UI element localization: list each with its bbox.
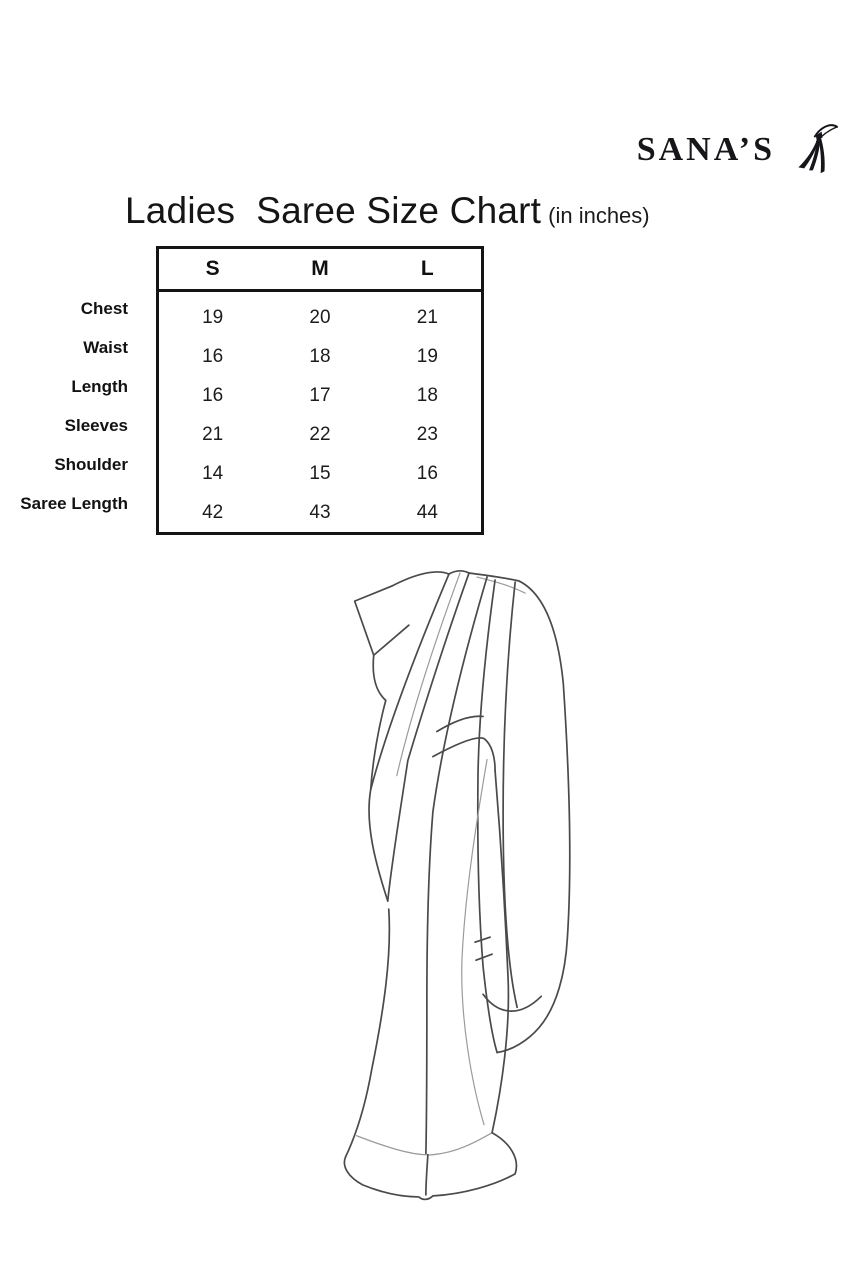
- size-chart-table: [156, 246, 484, 535]
- size-table-header: [159, 249, 481, 292]
- size-value: 18: [309, 346, 331, 367]
- measurement-labels-column: [18, 294, 128, 528]
- measurement-label-waist: Waist: [83, 337, 128, 357]
- size-value: 16: [202, 346, 224, 367]
- size-value: 19: [416, 346, 438, 367]
- brand-logo: [637, 122, 839, 178]
- size-value: 17: [309, 385, 331, 406]
- page-title: [125, 190, 650, 232]
- size-value: 16: [416, 463, 438, 484]
- size-column-header-m: M: [311, 257, 329, 280]
- size-value: 23: [416, 424, 438, 445]
- size-value: 15: [309, 463, 331, 484]
- size-value: 18: [416, 385, 438, 406]
- dancing-woman-icon: [781, 122, 839, 178]
- size-value: 21: [202, 424, 224, 445]
- measurement-label-saree-length: Saree Length: [20, 493, 128, 513]
- measurement-label-sleeves: Sleeves: [64, 415, 128, 435]
- measurement-label-shoulder: Shoulder: [54, 454, 128, 474]
- size-value: 16: [202, 385, 224, 406]
- size-value: 42: [202, 502, 224, 523]
- size-value: 21: [416, 307, 438, 328]
- size-value: 43: [309, 502, 331, 523]
- size-value: 22: [309, 424, 331, 445]
- table-row-length: [159, 372, 481, 411]
- table-row-chest: [159, 294, 481, 333]
- brand-name: SANA’S: [636, 131, 775, 168]
- size-column-header-s: S: [205, 257, 220, 280]
- saree-line-drawing: [328, 563, 610, 1225]
- page-title-text: Ladies Saree Size Chart: [125, 190, 542, 231]
- measurement-label-chest: Chest: [80, 298, 128, 318]
- table-row-saree-length: [159, 489, 481, 528]
- table-row-sleeves: [159, 411, 481, 450]
- size-value: 20: [309, 307, 331, 328]
- table-row-waist: [159, 333, 481, 372]
- measurement-label-length: Length: [71, 376, 128, 396]
- page-title-unit-note: (in inches): [548, 203, 650, 228]
- size-column-header-l: L: [420, 257, 434, 280]
- size-value: 44: [416, 502, 438, 523]
- size-value: 14: [202, 463, 224, 484]
- size-value: 19: [202, 307, 224, 328]
- size-table-body: [159, 292, 481, 532]
- table-row-shoulder: [159, 450, 481, 489]
